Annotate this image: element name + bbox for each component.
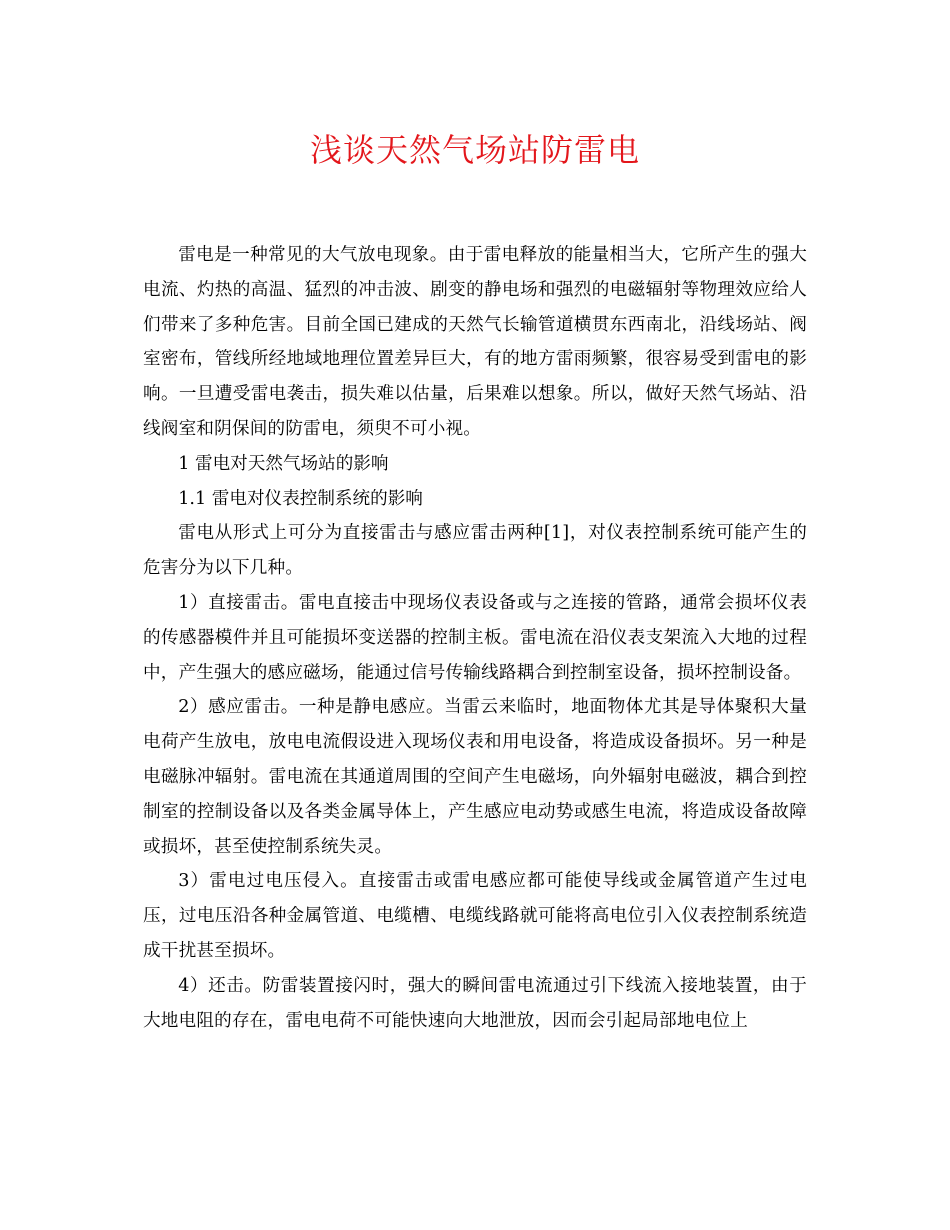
section-heading-1-1: 1.1 雷电对仪表控制系统的影响 <box>178 488 423 509</box>
list-paragraph-direct-strike: 1）直接雷击。雷电直接击中现场仪表设备或与之连接的管路，通常会损坏仪表的传感器模件并且可能损坏变送器的控制主板。雷电流在沿仪表支架流入大地的过程中，产生强大的感应磁场，能通过信号传输线路耦合到控制室设备，损坏控制设备。 <box>143 592 807 683</box>
list-paragraph-induced-strike: 2）感应雷击。一种是静电感应。当雷云来临时，地面物体尤其是导体聚积大量电荷产生放电，放电电流假设进入现场仪表和用电设备，将造成设备损坏。另一种是电磁脉冲辐射。雷电流在其通道周围的空间产生电磁场，向外辐射电磁波，耦合到控制室的控制设备以及各类金属导体上，产生感应电动势或感生电流，将造成设备故障或损坏，甚至使控制系统失灵。 <box>143 697 807 857</box>
intro-paragraph: 雷电是一种常见的大气放电现象。由于雷电释放的能量相当大，它所产生的强大电流、灼热的高温、猛烈的冲击波、剧变的静电场和强烈的电磁辐射等物理效应给人们带来了多种危害。目前全国已建成的天然气长输管道横贯东西南北，沿线场站、阀室密布，管线所经地域地理位置差异巨大，有的地方雷雨频繁，很容易受到雷电的影响。一旦遭受雷电袭击，损失难以估量，后果难以想象。所以，做好天然气场站、沿线阀室和阴保间的防雷电，须臾不可小视。 <box>143 245 807 439</box>
list-paragraph-back-flash: 4）还击。防雷装置接闪时，强大的瞬间雷电流通过引下线流入接地装置，由于大地电阻的存在，雷电电荷不可能快速向大地泄放，因而会引起局部地电位上 <box>143 975 807 1031</box>
list-paragraph-overvoltage: 3）雷电过电压侵入。直接雷击或雷电感应都可能使导线或金属管道产生过电压，过电压沿各种金属管道、电缆槽、电缆线路就可能将高电位引入仪表控制系统造成干扰甚至损坏。 <box>143 871 807 961</box>
section-heading-1: 1 雷电对天然气场站的影响 <box>178 453 389 474</box>
document-title: 浅谈天然气场站防雷电 <box>309 131 640 169</box>
document-body <box>143 238 807 1038</box>
body-paragraph: 雷电从形式上可分为直接雷击与感应雷击两种[1]，对仪表控制系统可能产生的危害分为以下几种。 <box>143 523 807 579</box>
